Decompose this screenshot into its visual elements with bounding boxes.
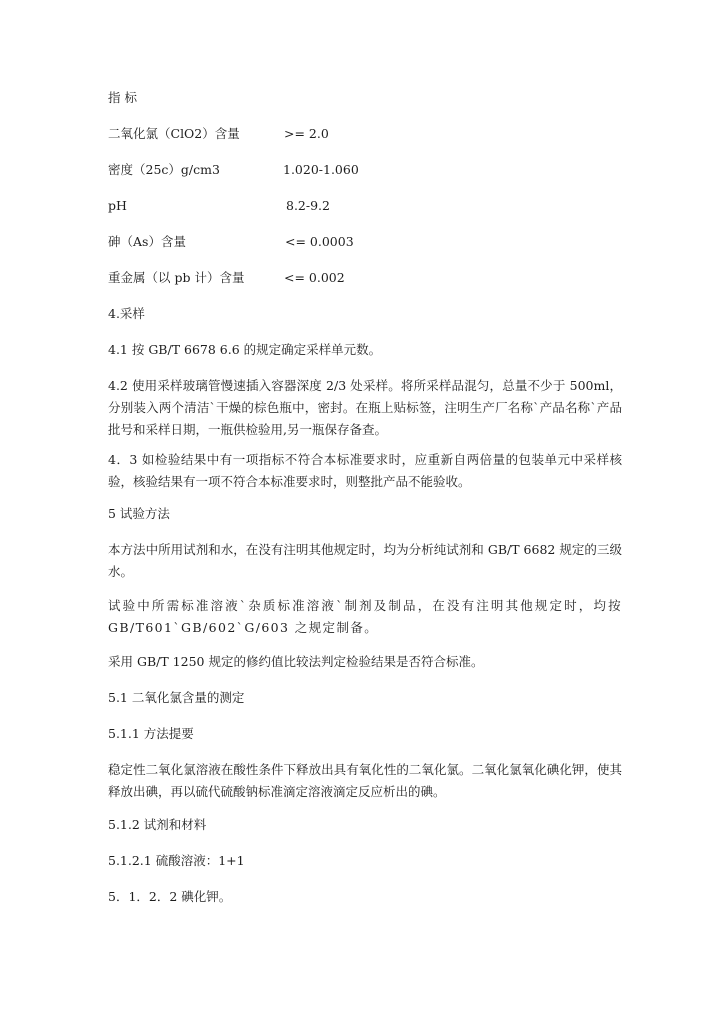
paragraph-5-rounding: 采用 GB/T 1250 规定的修约值比较法判定检验结果是否符合标准。	[108, 654, 484, 669]
section-5-1-heading: 5.1 二氧化氯含量的测定	[108, 690, 245, 705]
spec-label-arsenic: 砷（As）含量	[108, 234, 186, 249]
paragraph-5-1-1: 稳定性二氧化氯溶液在酸性条件下释放出具有氧化性的二氧化氯。二氧化氯氧化碘化钾，使其释放出碘，再以硫代硫酸钠标准滴定溶液滴定反应析出的碘。	[108, 762, 622, 799]
section-5-1-1-heading: 5.1.1 方法提要	[108, 726, 194, 741]
item-5-1-2-2: 5．1．2．2 碘化钾。	[108, 889, 232, 904]
spec-label-density: 密度（25c）g/cm3	[108, 162, 220, 177]
item-5-1-2-1: 5.1.2.1 硫酸溶液：1+1	[108, 853, 245, 868]
paragraph-5-solutions: 试验中所需标准溶液`杂质标准溶液`制剂及制品，在没有注明其他规定时，均按 GB/T601`GB/602`G/603 之规定制备。	[108, 598, 622, 635]
spec-value-clo2: >= 2.0	[284, 126, 329, 141]
spec-label-clo2: 二氧化氯（ClO2）含量	[108, 126, 240, 141]
spec-label-heavy-metal: 重金属（以 pb 计）含量	[108, 270, 245, 285]
paragraph-5-reagents: 本方法中所用试剂和水，在没有注明其他规定时，均为分析纯试剂和 GB/T 6682 规定的三级水。	[108, 542, 622, 579]
spec-value-density: 1.020-1.060	[283, 162, 359, 177]
paragraph-4-3: 4．3 如检验结果中有一项指标不符合本标准要求时，应重新自两倍量的包装单元中采样核验，核验结果有一项不符合本标准要求时，则整批产品不能验收。	[108, 452, 622, 489]
paragraph-4-2: 4.2 使用采样玻璃管慢速插入容器深度 2/3 处采样。将所采样品混匀，总量不少于 500ml，分别装入两个清洁`干燥的棕色瓶中，密封。在瓶上贴标签，注明生产厂名称`产品名称`产品批号和采样日期，一瓶供检验用,另一瓶保存备查。	[108, 378, 622, 437]
spec-value-arsenic: <= 0.0003	[285, 234, 354, 249]
spec-label-ph: pH	[108, 198, 127, 213]
paragraph-4-1: 4.1 按 GB/T 6678 6.6 的规定确定采样单元数。	[108, 342, 382, 357]
section-4-heading: 4.采样	[108, 306, 145, 321]
section-5-heading: 5 试验方法	[108, 506, 170, 521]
spec-heading: 指 标	[108, 90, 137, 105]
spec-value-heavy-metal: <= 0.002	[284, 270, 345, 285]
spec-value-ph: 8.2-9.2	[286, 198, 330, 213]
section-5-1-2-heading: 5.1.2 试剂和材料	[108, 817, 207, 832]
